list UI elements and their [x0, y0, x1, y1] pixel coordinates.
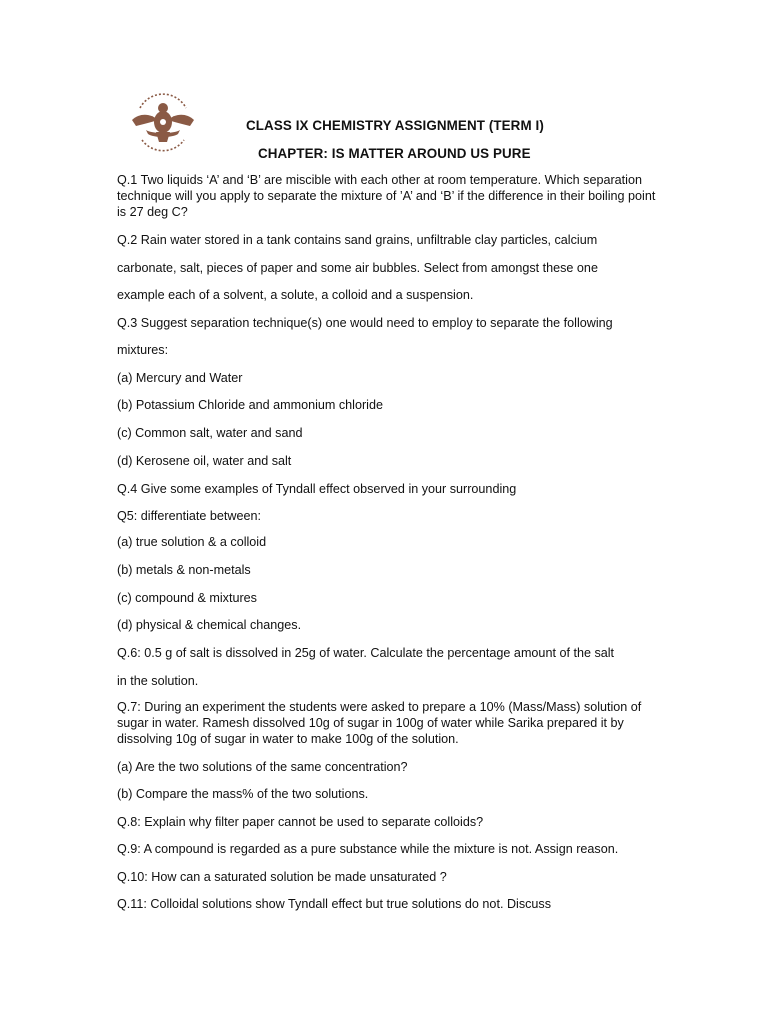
question-line: Q5: differentiate between:	[117, 509, 261, 523]
question-line: mixtures:	[117, 343, 169, 357]
option-line: (a) Mercury and Water	[117, 371, 243, 385]
option-line: (d) physical & chemical changes.	[117, 618, 302, 632]
question-line: Q.11: Colloidal solutions show Tyndall effect but true solutions do not. Discuss	[117, 897, 552, 911]
chapter-title: CHAPTER: IS MATTER AROUND US PURE	[258, 146, 531, 161]
option-line: (c) Common salt, water and sand	[117, 426, 303, 440]
question-line: Q.1 Two liquids ‘A’ and ‘B’ are miscible with each other at room temperature. Which separation	[117, 173, 642, 187]
question-line: Q.2 Rain water stored in a tank contains sand grains, unfiltrable clay particles, calcium	[117, 233, 598, 247]
question-line: sugar in water. Ramesh dissolved 10g of sugar in 100g of water while Sarika prepared it by	[117, 716, 624, 730]
question-line: carbonate, salt, pieces of paper and some air bubbles. Select from amongst these one	[117, 261, 598, 275]
option-line: (a) true solution & a colloid	[117, 535, 267, 549]
question-line: Q.7: During an experiment the students were asked to prepare a 10% (Mass/Mass) solution of	[117, 700, 642, 714]
option-line: (c) compound & mixtures	[117, 591, 257, 605]
question-line: Q.3 Suggest separation technique(s) one would need to employ to separate the following	[117, 316, 613, 330]
question-line: in the solution.	[117, 674, 199, 688]
school-emblem-icon	[126, 86, 200, 158]
question-line: Q.9: A compound is regarded as a pure substance while the mixture is not. Assign reason.	[117, 842, 619, 856]
option-line: (b) Compare the mass% of the two solutions.	[117, 787, 369, 801]
question-line: Q.4 Give some examples of Tyndall effect observed in your surrounding	[117, 482, 517, 496]
option-line: (d) Kerosene oil, water and salt	[117, 454, 292, 468]
question-line: example each of a solvent, a solute, a colloid and a suspension.	[117, 288, 474, 302]
question-line: Q.10: How can a saturated solution be made unsaturated ?	[117, 870, 447, 884]
assignment-title: CLASS IX CHEMISTRY ASSIGNMENT (TERM I)	[246, 118, 544, 133]
question-line: technique will you apply to separate the mixture of ’A’ and ‘B’ if the difference in their boiling point	[117, 189, 656, 203]
question-line: is 27 deg C?	[117, 205, 188, 219]
option-line: (b) Potassium Chloride and ammonium chloride	[117, 398, 383, 412]
question-line: Q.8: Explain why filter paper cannot be used to separate colloids?	[117, 815, 484, 829]
option-line: (a) Are the two solutions of the same concentration?	[117, 760, 408, 774]
option-line: (b) metals & non-metals	[117, 563, 251, 577]
question-line: dissolving 10g of sugar in water to make 100g of the solution.	[117, 732, 459, 746]
question-line: Q.6: 0.5 g of salt is dissolved in 25g of water. Calculate the percentage amount of the salt	[117, 646, 615, 660]
